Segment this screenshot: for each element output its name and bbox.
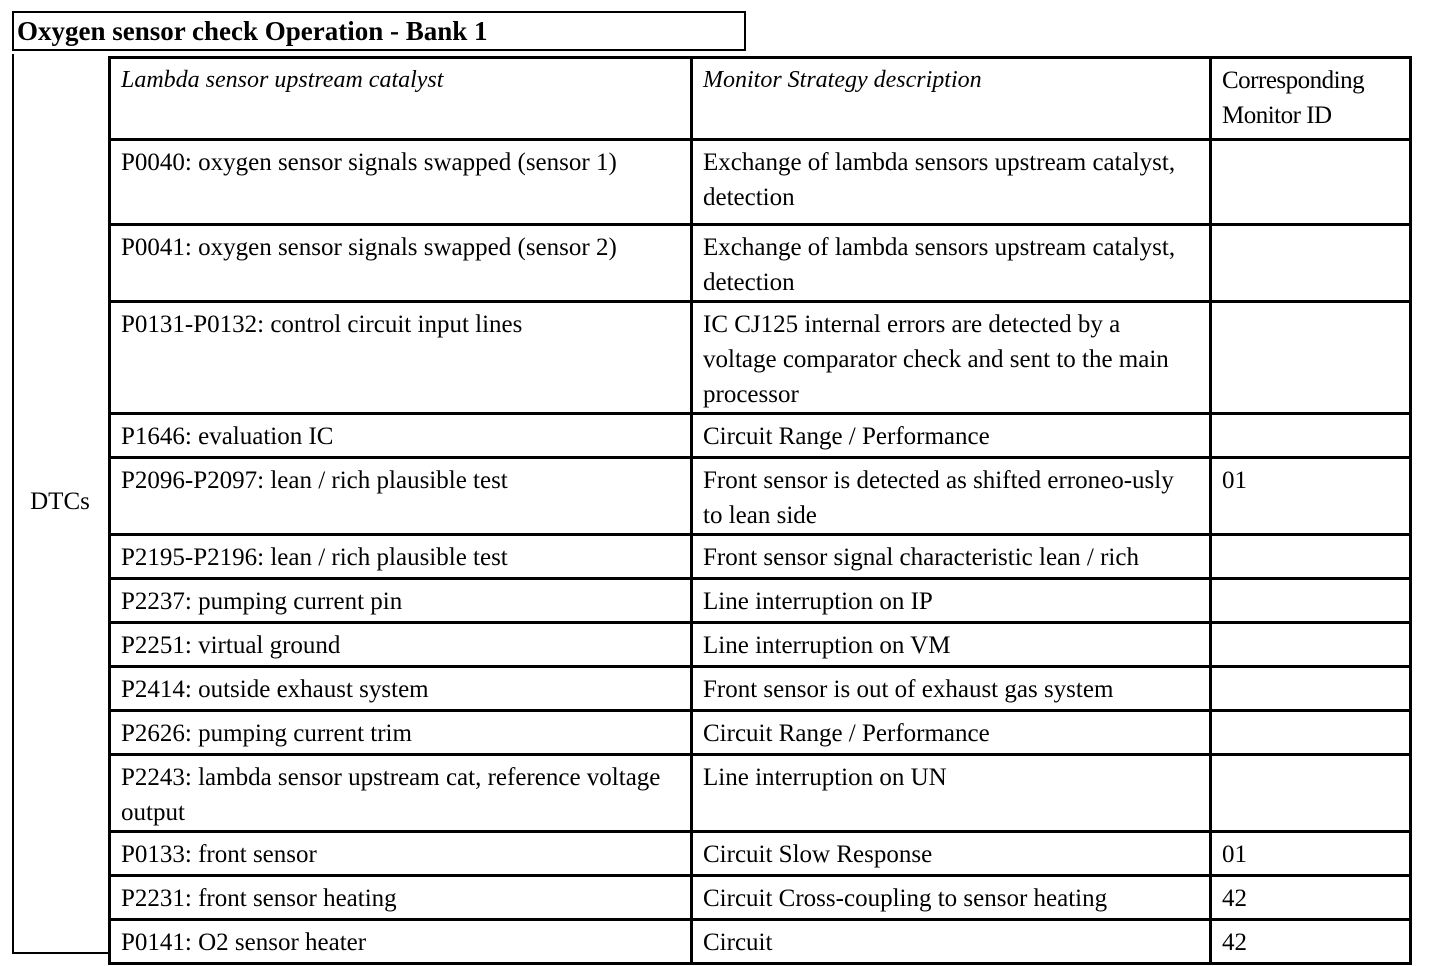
description-cell: Circuit Slow Response — [692, 832, 1211, 876]
monitor-id-cell — [1211, 579, 1411, 623]
description-cell: Circuit Range / Performance — [692, 711, 1211, 755]
description-cell: Front sensor signal characteristic lean / rich — [692, 535, 1211, 579]
dtc-cell: P2414: outside exhaust system — [110, 667, 692, 711]
description-cell: Exchange of lambda sensors upstream catalyst, detection — [692, 225, 1211, 302]
table-row — [110, 579, 1411, 623]
table-row — [110, 414, 1411, 458]
page-title: Oxygen sensor check Operation - Bank 1 — [12, 11, 746, 51]
header-monitor-strategy: Monitor Strategy description — [692, 58, 1211, 140]
monitor-id-cell: 01 — [1211, 832, 1411, 876]
table-row — [110, 458, 1411, 535]
description-cell: Circuit Range / Performance — [692, 414, 1211, 458]
monitor-id-cell — [1211, 535, 1411, 579]
monitor-id-cell — [1211, 414, 1411, 458]
dtc-cell: P0040: oxygen sensor signals swapped (sensor 1) — [110, 140, 692, 225]
dtc-cell: P0131-P0132: control circuit input lines — [110, 302, 692, 414]
description-cell: Line interruption on VM — [692, 623, 1211, 667]
dtc-cell: P2231: front sensor heating — [110, 876, 692, 920]
monitor-id-cell — [1211, 302, 1411, 414]
dtc-cell: P2626: pumping current trim — [110, 711, 692, 755]
dtc-cell: P0141: O2 sensor heater — [110, 920, 692, 964]
table-row — [110, 667, 1411, 711]
dtc-cell: P0041: oxygen sensor signals swapped (sensor 2) — [110, 225, 692, 302]
table-row — [110, 535, 1411, 579]
table-row — [110, 140, 1411, 225]
oxygen-sensor-table — [108, 56, 1412, 965]
header-monitor-id: Corresponding Monitor ID — [1211, 58, 1411, 140]
description-cell: IC CJ125 internal errors are detected by a voltage comparator check and sent to the main processor — [692, 302, 1211, 414]
table-row — [110, 225, 1411, 302]
dtc-cell: P2243: lambda sensor upstream cat, reference voltage output — [110, 755, 692, 832]
table-row — [110, 623, 1411, 667]
description-cell: Circuit — [692, 920, 1211, 964]
description-cell: Front sensor is detected as shifted erroneo-usly to lean side — [692, 458, 1211, 535]
dtc-cell: P2195-P2196: lean / rich plausible test — [110, 535, 692, 579]
monitor-id-cell: 42 — [1211, 876, 1411, 920]
monitor-id-cell: 01 — [1211, 458, 1411, 535]
description-cell: Line interruption on IP — [692, 579, 1211, 623]
monitor-id-cell — [1211, 711, 1411, 755]
table-row — [110, 302, 1411, 414]
table-row — [110, 711, 1411, 755]
monitor-id-cell — [1211, 225, 1411, 302]
description-cell: Line interruption on UN — [692, 755, 1211, 832]
table-header-row — [110, 58, 1411, 140]
dtc-cell: P0133: front sensor — [110, 832, 692, 876]
monitor-id-cell: 42 — [1211, 920, 1411, 964]
header-lambda-sensor: Lambda sensor upstream catalyst — [110, 58, 692, 140]
table-row — [110, 755, 1411, 832]
dtc-cell: P2237: pumping current pin — [110, 579, 692, 623]
dtc-side-label: DTCs — [30, 488, 90, 515]
monitor-id-cell — [1211, 667, 1411, 711]
dtc-cell: P2251: virtual ground — [110, 623, 692, 667]
monitor-id-cell — [1211, 140, 1411, 225]
description-cell: Front sensor is out of exhaust gas system — [692, 667, 1211, 711]
table-row — [110, 876, 1411, 920]
monitor-id-cell — [1211, 623, 1411, 667]
dtc-cell: P2096-P2097: lean / rich plausible test — [110, 458, 692, 535]
table-row — [110, 832, 1411, 876]
dtc-cell: P1646: evaluation IC — [110, 414, 692, 458]
description-cell: Circuit Cross-coupling to sensor heating — [692, 876, 1211, 920]
description-cell: Exchange of lambda sensors upstream catalyst, detection — [692, 140, 1211, 225]
table-row — [110, 920, 1411, 964]
monitor-id-cell — [1211, 755, 1411, 832]
